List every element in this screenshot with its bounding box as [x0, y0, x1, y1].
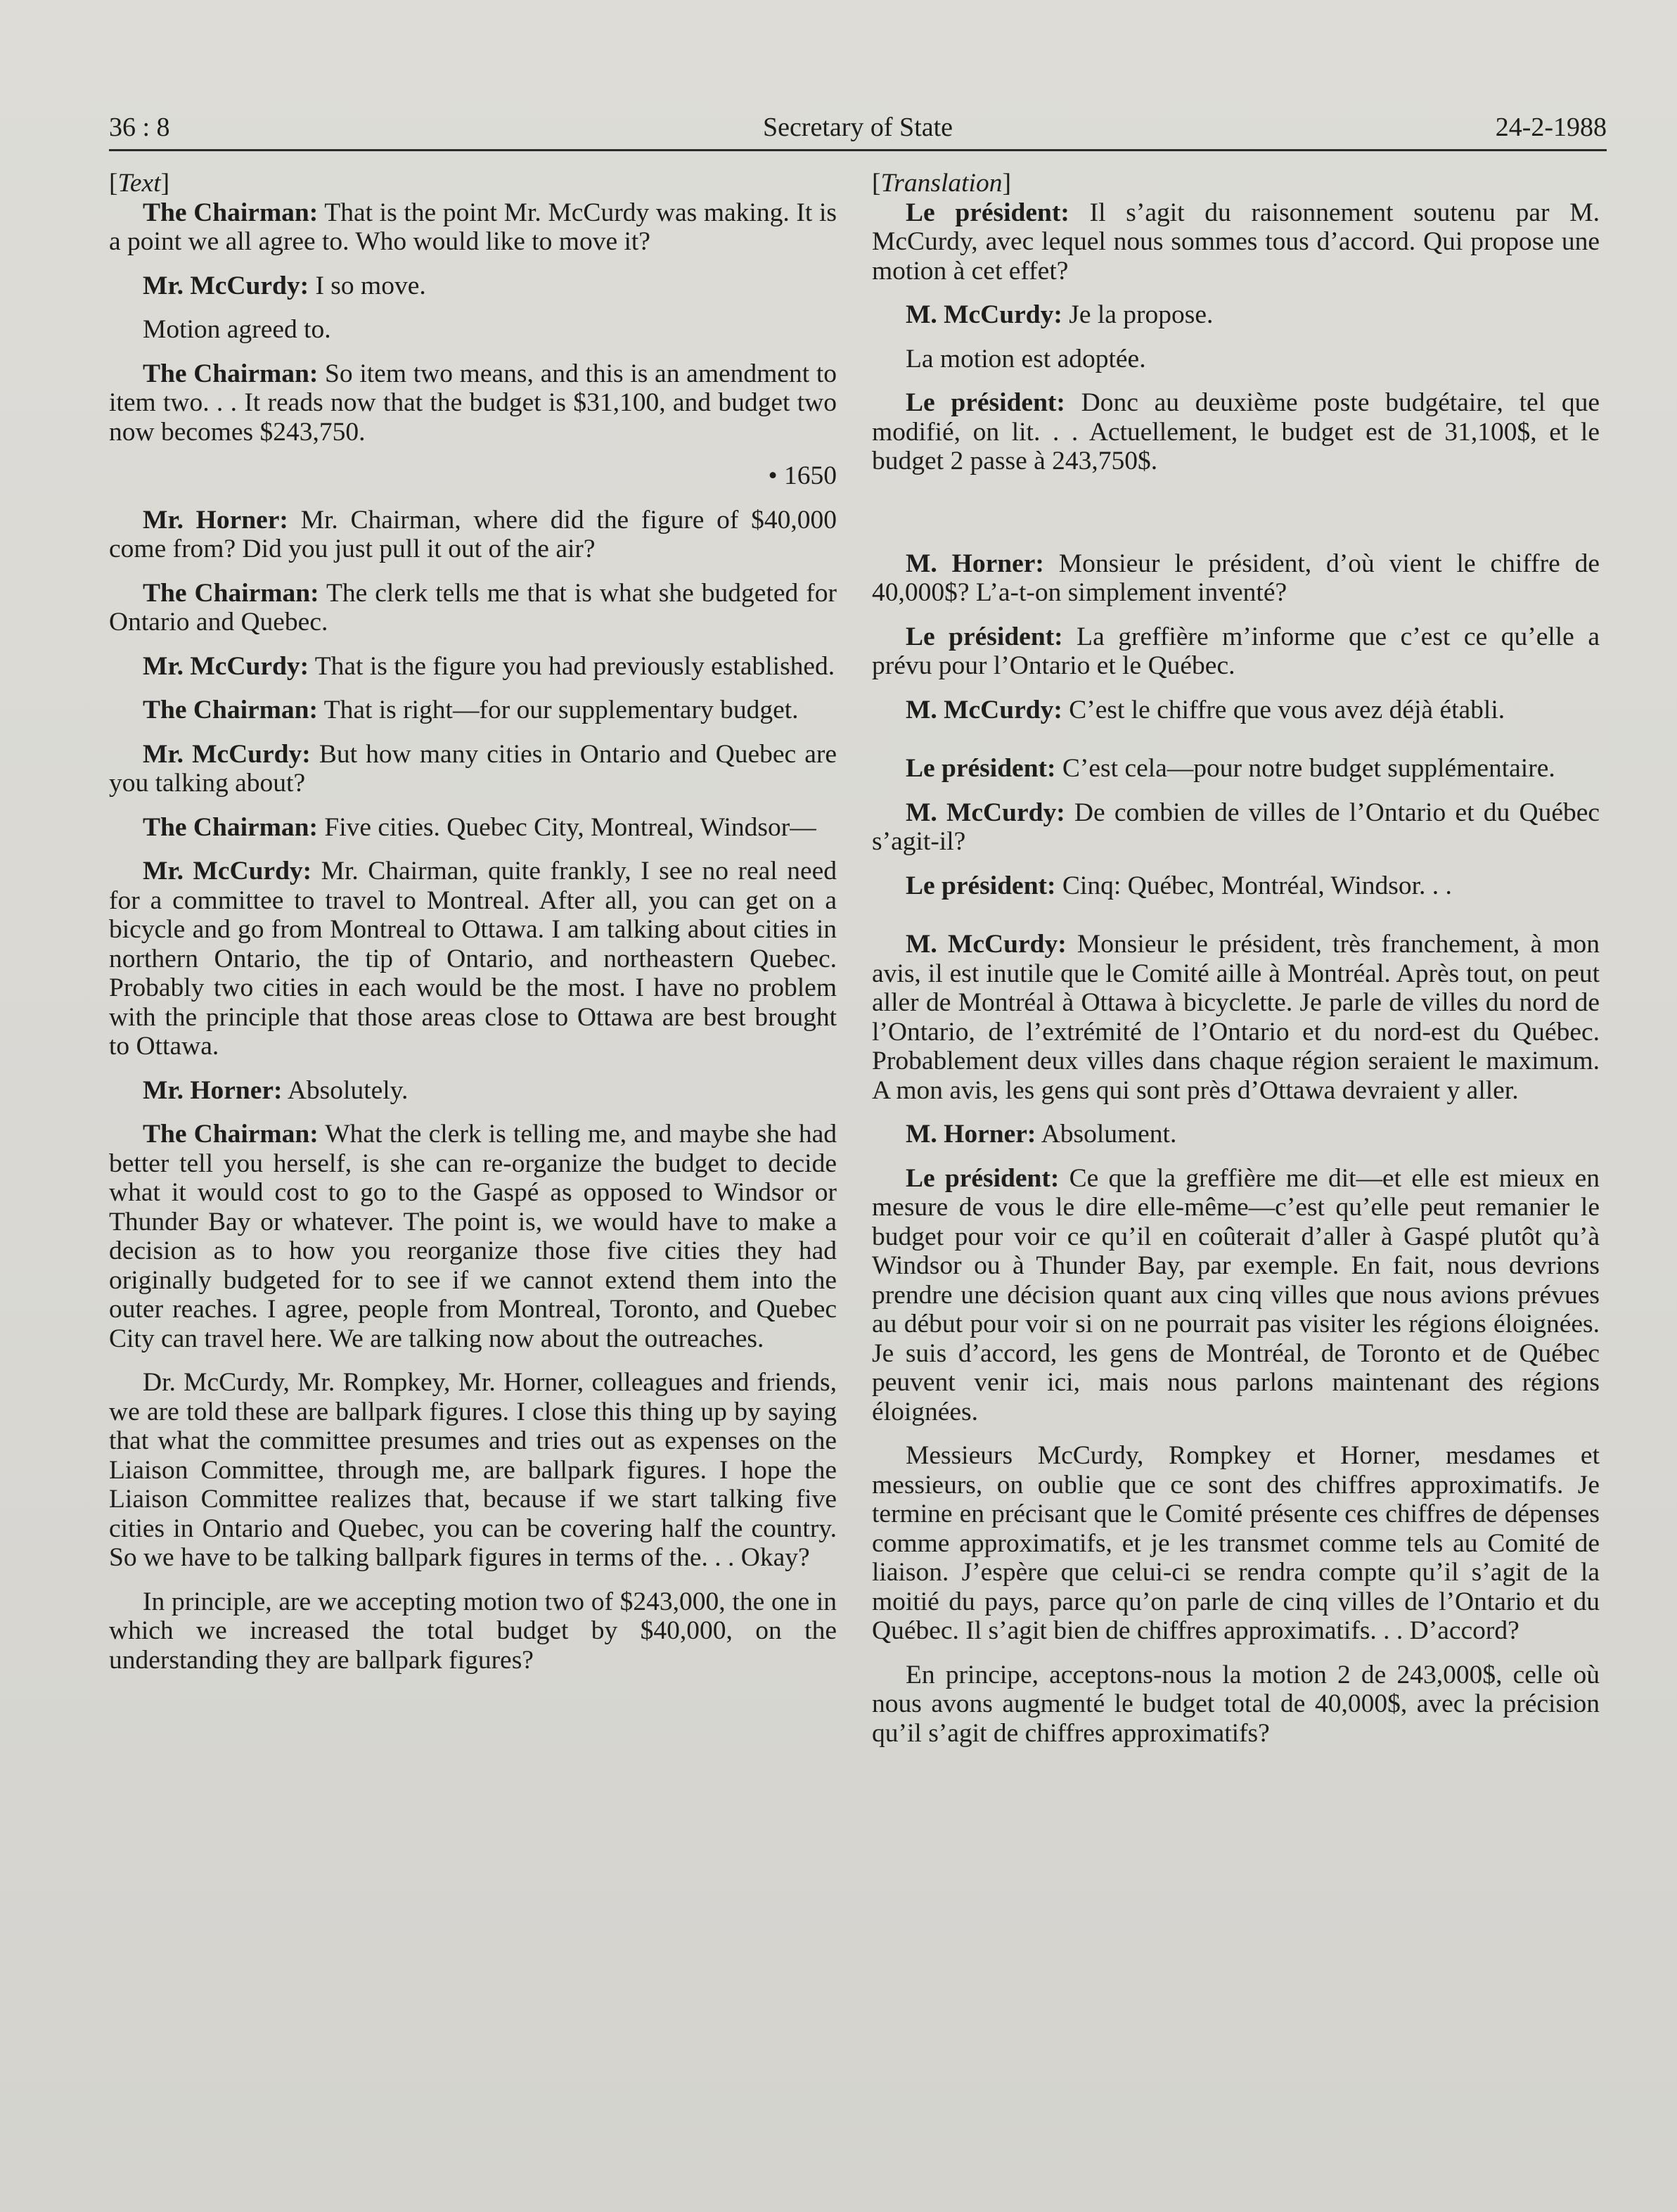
- page-date: 24-2-1988: [1495, 113, 1607, 142]
- speaker-name: The Chairman:: [143, 198, 319, 227]
- paragraph: The Chairman: That is right—for our supplementary budget.: [143, 696, 799, 724]
- speaker-name: The Chairman:: [143, 1120, 319, 1149]
- paragraph: The Chairman: So item two means, and this is an amendment to item two. . . It reads now that the budget is $31,100, and budget two now becomes $243,750.: [109, 359, 837, 447]
- page-number: 36 : 8: [109, 113, 170, 142]
- paragraph: La motion est adoptée.: [906, 344, 1146, 373]
- paragraph: The Chairman: The clerk tells me that is what she budgeted for Ontario and Quebec.: [109, 578, 837, 637]
- paragraph: Motion agreed to.: [143, 315, 331, 344]
- paragraph: Le président: La greffière m’informe que c’est ce qu’elle a prévu pour l’Ontario et le Québec.: [872, 622, 1600, 680]
- speaker-name: M. Horner:: [906, 1120, 1036, 1149]
- paragraph: Le président: Ce que la greffière me dit—et elle est mieux en mesure de vous le dire elle-même—c’est qu’elle peut remanier le budget pour voir ce qu’il en coûterait d’aller à Gaspé plutôt qu’à Windsor ou à Thunder Bay, par exemple. En fait, nous devrions prendre une décision quant aux cinq villes que nous avions prévues au début pour voir si on ne pourrait pas visiter les régions éloignées. Je suis d’accord, les gens de Montréal, de Toronto et de Québec peuvent venir ici, mais nous parlons maintenant des régions éloignées.: [872, 1163, 1600, 1426]
- spacer: [872, 915, 1600, 930]
- page-header: [109, 113, 1607, 151]
- paragraph: The Chairman: What the clerk is telling me, and maybe she had better tell you herself, is she can re-organize the budget to decide what it would cost to go to the Gaspé as opposed to Windsor or Thunder Bay or whatever. The point is, we would have to make a decision as to how you reorganize those five cities they had originally budgeted for to see if we cannot extend them into the outer reaches. I agree, people from Montreal, Toronto, and Quebec City can travel here. We are talking now about the outreaches.: [109, 1120, 837, 1353]
- speaker-name: The Chairman:: [143, 359, 319, 388]
- speaker-name: The Chairman:: [143, 696, 318, 724]
- speaker-name: M. McCurdy:: [906, 300, 1062, 329]
- speaker-name: Le président:: [906, 622, 1063, 651]
- paragraph: Mr. Horner: Absolutely.: [143, 1075, 409, 1105]
- speaker-name: Le président:: [906, 871, 1056, 900]
- paragraph: In principle, are we accepting motion two of $243,000, the one in which we increased the total budget by $40,000, on the understanding they are ballpark figures?: [109, 1587, 837, 1675]
- paragraph: The Chairman: That is the point Mr. McCurdy was making. It is a point we all agree to. Who would like to move it?: [109, 198, 837, 256]
- speaker-name: Le président:: [906, 388, 1065, 417]
- paragraph: Mr. McCurdy: But how many cities in Ontario and Quebec are you talking about?: [109, 739, 837, 798]
- paragraph: Messieurs McCurdy, Rompkey et Horner, mesdames et messieurs, on oublie que ce sont des chiffres approximatifs. Je termine en précisant que le Comité présente ces chiffres de dépenses comme approximatifs, et je les transmet comme tels au Comité de liaison. J’espère que celui-ci se rendra compte qu’il s’agit de la moitié du pays, parce qu’on parle de cinq villes de l’Ontario et du Québec. Il s’agit bien de chiffres approximatifs. . . D’accord?: [872, 1441, 1600, 1645]
- english-column: [109, 169, 837, 1689]
- speaker-name: M. McCurdy:: [906, 798, 1065, 827]
- speaker-name: M. McCurdy:: [906, 930, 1067, 959]
- spacer: [872, 491, 1600, 549]
- speaker-name: Mr. McCurdy:: [143, 651, 309, 681]
- french-column: [872, 169, 1600, 1763]
- paragraph: Mr. McCurdy: That is the figure you had previously established.: [143, 651, 835, 681]
- paragraph: Mr. McCurdy: I so move.: [143, 271, 426, 300]
- paragraph: Dr. McCurdy, Mr. Rompkey, Mr. Horner, colleagues and friends, we are told these are ballpark figures. I close this thing up by saying that what the committee presumes and tries out as expenses on the Liaison Committee, through me, are ballpark figures. I hope the Liaison Committee realizes that, because if we start talking five cities in Ontario and Quebec, you can be covering half the country. So we have to be talking ballpark figures in terms of the. . . Okay?: [109, 1368, 837, 1572]
- page-title: Secretary of State: [762, 113, 953, 142]
- paragraph: The Chairman: Five cities. Quebec City, Montreal, Windsor—: [143, 812, 816, 842]
- speaker-name: Le président:: [906, 1163, 1060, 1193]
- paragraph: M. McCurdy: Je la propose.: [906, 300, 1214, 329]
- section-label-text: [Text]: [109, 169, 170, 198]
- speaker-name: Le président:: [906, 198, 1069, 227]
- paragraph: Le président: Cinq: Québec, Montréal, Windsor. . .: [906, 871, 1452, 900]
- spacer: [872, 739, 1600, 754]
- paragraph: M. McCurdy: De combien de villes de l’Ontario et du Québec s’agit-il?: [872, 798, 1600, 856]
- paragraph: Mr. McCurdy: Mr. Chairman, quite frankly, I see no real need for a committee to travel to Montreal. After all, you can get on a bicycle and go from Montreal to Ottawa. I am talking about cities in northern Ontario, the tip of Ontario, and northeastern Quebec. Probably two cities in each would be the most. I have no problem with the principle that those areas close to Ottawa are best brought to Ottawa.: [109, 857, 837, 1061]
- paragraph: M. McCurdy: C’est le chiffre que vous avez déjà établi.: [906, 695, 1505, 724]
- speaker-name: Mr. McCurdy:: [143, 739, 311, 769]
- speaker-name: Mr. Horner:: [143, 505, 288, 535]
- speaker-name: The Chairman:: [143, 578, 319, 608]
- speaker-name: Mr. McCurdy:: [143, 271, 309, 300]
- speaker-name: M. McCurdy:: [906, 695, 1062, 724]
- speaker-name: M. Horner:: [906, 549, 1044, 578]
- speaker-name: Mr. McCurdy:: [143, 857, 312, 886]
- paragraph: Mr. Horner: Mr. Chairman, where did the figure of $40,000 come from? Did you just pull it out of the air?: [109, 505, 837, 563]
- paragraph: M. Horner: Absolument.: [906, 1120, 1177, 1149]
- speaker-name: The Chairman:: [143, 812, 318, 842]
- paragraph: Le président: Il s’agit du raisonnement soutenu par M. McCurdy, avec lequel nous sommes tous d’accord. Qui propose une motion à cet effet?: [872, 198, 1600, 286]
- paragraph: Le président: Donc au deuxième poste budgétaire, tel que modifié, on lit. . . Actuellement, le budget est de 31,100$, et le budget 2 passe à 243,750$.: [872, 388, 1600, 475]
- paragraph: Le président: C’est cela—pour notre budget supplémentaire.: [906, 754, 1555, 783]
- speaker-name: Le président:: [906, 754, 1056, 783]
- paragraph: M. Horner: Monsieur le président, d’où vient le chiffre de 40,000$? L’a-t-on simplement inventé?: [872, 549, 1600, 607]
- section-label-translation: [Translation]: [872, 169, 1011, 198]
- speaker-name: Mr. Horner:: [143, 1075, 283, 1105]
- time-marker: • 1650: [768, 461, 837, 490]
- paragraph: M. McCurdy: Monsieur le président, très franchement, à mon avis, il est inutile que le Comité aille à Montréal. Après tout, on peut aller de Montréal à Ottawa à bicyclette. Je parle de villes du nord de l’Ontario, de l’extrémité de l’Ontario et du nord-est du Québec. Probablement deux villes dans chaque région seraient le maximum. A mon avis, les gens qui sont près d’Ottawa devraient y aller.: [872, 930, 1600, 1105]
- paragraph: En principe, acceptons-nous la motion 2 de 243,000$, celle où nous avons augmenté le budget total de 40,000$, avec la précision qu’il s’agit de chiffres approximatifs?: [872, 1660, 1600, 1748]
